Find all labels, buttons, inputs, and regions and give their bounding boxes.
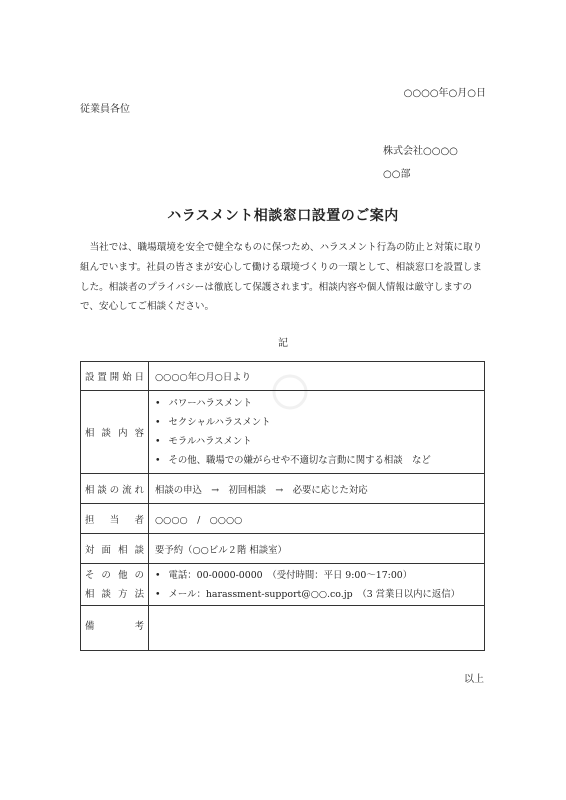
table-row-remarks [81, 606, 485, 651]
department-name: ○○部 [383, 169, 411, 180]
value-consult-content [149, 391, 485, 474]
label-flow: 相談の流れ [81, 474, 149, 504]
value-face-to-face: 要予約（○○ビル２階 相談室） [149, 534, 485, 564]
value-remarks [149, 606, 485, 651]
table-row-other-methods [81, 564, 485, 606]
list-item: • メール：harassment-support@○○.co.jp （3 営業日以内に返信） [155, 585, 478, 604]
label-consult-content: 相談内容 [81, 391, 149, 474]
table-row-flow [81, 474, 485, 504]
table-row-face-to-face [81, 534, 485, 564]
value-person-in-charge: ○○○○ / ○○○○ [149, 504, 485, 534]
consult-content-list [155, 394, 478, 470]
document-title: ハラスメント相談窓口設置のご案内 [167, 208, 399, 224]
list-item: • その他、職場での嫌がらせや不適切な言動に関する相談 など [155, 451, 478, 470]
value-start-date: ○○○○年○月○日より [149, 362, 485, 391]
value-flow: 相談の申込 → 初回相談 → 必要に応じた対応 [149, 474, 485, 504]
table-row-person-in-charge [81, 504, 485, 534]
list-item: • モラルハラスメント [155, 432, 478, 451]
body-paragraph: 当社では、職場環境を安全で健全なものに保つため、ハラスメント行為の防止と対策に取り組んでいます。社員の皆さまが安心して働ける環境づくりの一環として、相談窓口を設置しました。相談者のプライバシーは徹底して保護されます。相談内容や個人情報は厳守しますので、安心してご相談ください。 [80, 242, 483, 313]
other-methods-list [155, 566, 478, 604]
table-row-consult-content [81, 391, 485, 474]
closing-text: 以上 [464, 674, 484, 685]
list-item: • パワーハラスメント [155, 394, 478, 413]
info-table [80, 361, 485, 651]
label-start-date: 設置開始日 [81, 362, 149, 391]
company-name: 株式会社○○○○ [383, 146, 458, 157]
value-other-methods [149, 564, 485, 606]
body-text [80, 238, 486, 317]
list-item: • セクシャルハラスメント [155, 413, 478, 432]
recipient: 従業員各位 [80, 104, 130, 115]
list-item: • 電話：00-0000-0000 （受付時間：平日 9:00～17:00） [155, 566, 478, 585]
table-row-start-date [81, 362, 485, 391]
label-person-in-charge: 担当者 [81, 504, 149, 534]
label-face-to-face: 対面相談 [81, 534, 149, 564]
document-date: ○○○○年○月○日 [403, 88, 486, 99]
ki-heading: 記 [278, 338, 288, 349]
label-other-methods: その他の 相談方法 [81, 564, 149, 606]
label-remarks: 備考 [81, 606, 149, 651]
